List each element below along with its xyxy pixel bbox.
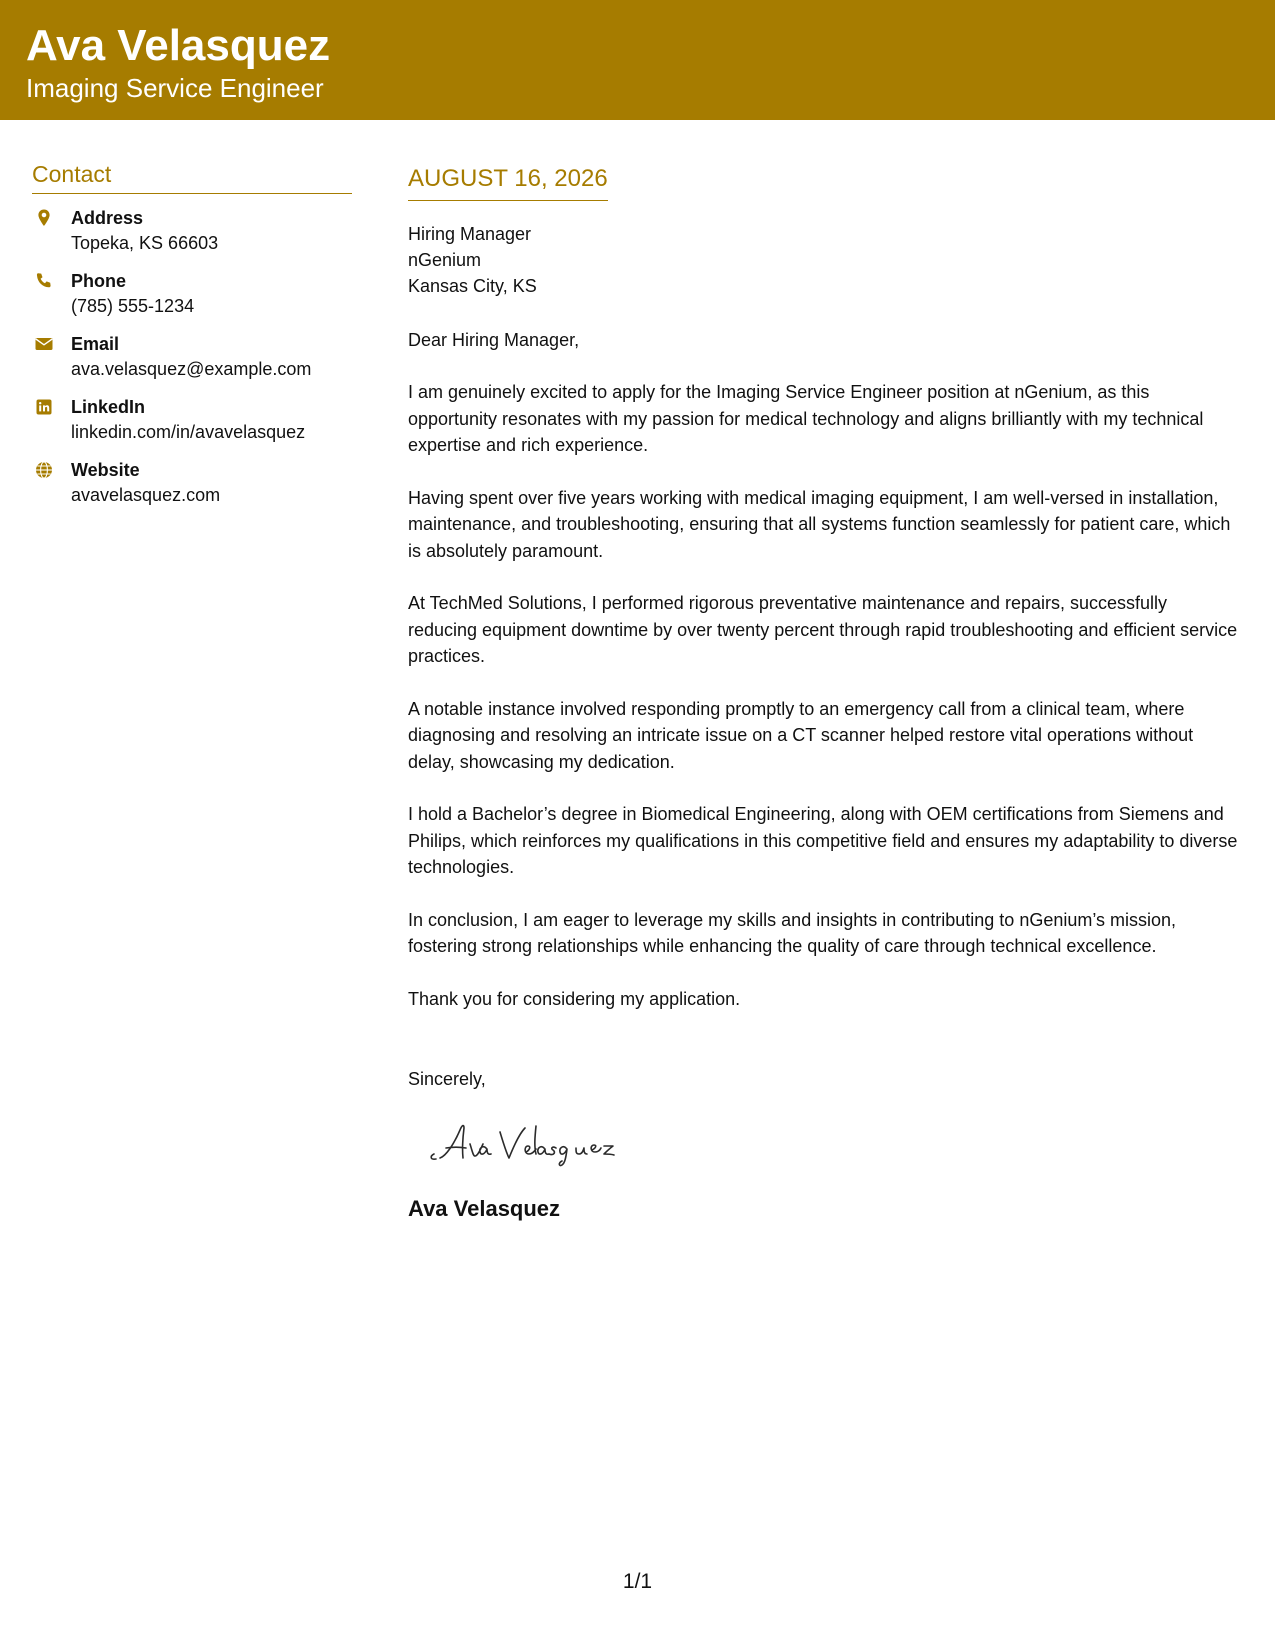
- closing: Sincerely,: [408, 1069, 486, 1090]
- contact-label: Address: [71, 208, 144, 229]
- handwritten-signature: [426, 1114, 666, 1174]
- contact-list: [32, 208, 352, 523]
- contact-item-phone: [32, 271, 352, 334]
- contact-section-title: Contact: [32, 162, 352, 194]
- contact-item-email: [32, 334, 352, 397]
- page-header: [0, 0, 1275, 120]
- letter-paragraph: Thank you for considering my application.: [408, 988, 741, 1009]
- contact-item-address: [32, 208, 352, 271]
- candidate-name: Ava Velasquez: [26, 21, 331, 70]
- linkedin-icon: [34, 397, 54, 417]
- letter-paragraph: Having spent over five years working with medical imaging equipment, I am well-versed in installation, maintenance, and troubleshooting, ensuring that all systems function seamlessly for patient care, which is absolutely paramount.: [408, 487, 1231, 561]
- phone-icon: [34, 271, 54, 291]
- contact-label: Phone: [71, 271, 127, 292]
- letter-paragraph: I hold a Bachelor’s degree in Biomedical Engineering, along with OEM certifications from Siemens and Philips, which reinforces my qualifications in this competitive field and ensures my adaptability to diverse technologies.: [408, 804, 1238, 878]
- contact-value: (785) 555-1234: [71, 296, 195, 317]
- letter-paragraph: A notable instance involved responding promptly to an emergency call from a clinical team, where diagnosing and resolving an intricate issue on a CT scanner helped restore vital operations without delay, showcasing my dedication.: [408, 698, 1194, 772]
- map-pin-icon: [34, 208, 54, 228]
- page-indicator: 1/1: [622, 1570, 653, 1593]
- contact-label: Email: [71, 334, 120, 355]
- letter-body: [408, 166, 1238, 1223]
- contact-value: Topeka, KS 66603: [71, 233, 219, 254]
- contact-label: Website: [71, 460, 140, 481]
- contact-label: LinkedIn: [71, 397, 146, 418]
- recipient-line: Hiring Manager: [408, 224, 532, 245]
- contact-item-website: [32, 460, 352, 523]
- salutation: Dear Hiring Manager,: [408, 330, 580, 351]
- recipient-line: Kansas City, KS: [408, 276, 537, 297]
- letter-paragraph: In conclusion, I am eager to leverage my skills and insights in contributing to nGenium’s mission, fostering strong relationships while enhancing the quality of care through technical excellence.: [408, 909, 1177, 957]
- globe-icon: [34, 460, 54, 480]
- contact-linkedin-link[interactable]: linkedin.com/in/avavelasquez: [71, 422, 306, 443]
- letter-date: AUGUST 16, 2026: [408, 166, 608, 201]
- recipient-line: nGenium: [408, 250, 482, 271]
- recipient-block: [408, 221, 1238, 299]
- signer-name: Ava Velasquez: [408, 1196, 561, 1222]
- candidate-role: Imaging Service Engineer: [26, 73, 324, 103]
- letter-paragraph: At TechMed Solutions, I performed rigorous preventative maintenance and repairs, successfully reducing equipment downtime by over twenty percent through rapid troubleshooting and efficient service practices.: [408, 593, 1238, 667]
- contact-website-link[interactable]: avavelasquez.com: [71, 485, 221, 506]
- contact-email-link[interactable]: ava.velasquez@example.com: [71, 359, 312, 380]
- contact-sidebar: [32, 162, 352, 523]
- envelope-icon: [34, 334, 54, 354]
- letter-paragraph: I am genuinely excited to apply for the Imaging Service Engineer position at nGenium, as this opportunity resonates with my passion for medical technology and aligns brilliantly with my technical expertise and rich experience.: [408, 382, 1204, 456]
- contact-item-linkedin: [32, 397, 352, 460]
